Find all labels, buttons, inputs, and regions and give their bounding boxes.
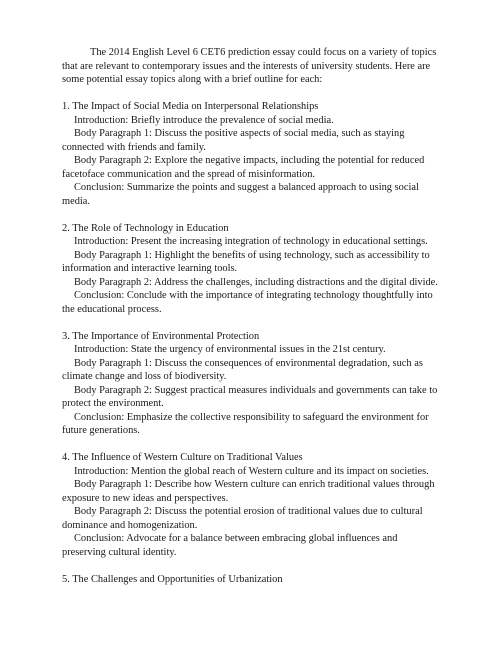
topic-body-paragraph-1: Body Paragraph 1: Discuss the positive aspects of social media, such as staying connected with friends and family. [62, 128, 405, 153]
topic-4 [62, 451, 442, 559]
intro-paragraph: The 2014 English Level 6 CET6 prediction essay could focus on a variety of topics that are relevant to contemporary issues and the interests of university students. Here are some potential essay topics along with a brief outline for each: [62, 47, 437, 85]
topic-body-paragraph-2: Body Paragraph 2: Discuss the potential erosion of traditional values due to cultural dominance and homogenization. [62, 506, 423, 531]
topic-introduction: Introduction: Present the increasing integration of technology in educational settings. [74, 236, 428, 247]
topic-conclusion: Conclusion: Emphasize the collective responsibility to safeguard the environment for future generations. [62, 411, 429, 436]
topic-conclusion: Conclusion: Conclude with the importance of integrating technology thoughtfully into the educational process. [62, 290, 433, 315]
topic-conclusion: Conclusion: Advocate for a balance between embracing global influences and preserving cultural identity. [62, 533, 398, 558]
document-body [62, 46, 442, 586]
topic-introduction: Introduction: Mention the global reach of Western culture and its impact on societies. [74, 465, 429, 477]
topic-3 [62, 330, 442, 438]
topic-title: 2. The Role of Technology in Education [62, 222, 229, 234]
topic-5 [62, 573, 442, 587]
topic-body-paragraph-2: Body Paragraph 2: Address the challenges, including distractions and the digital divide. [74, 276, 438, 288]
topic-title: 1. The Impact of Social Media on Interpersonal Relationships [62, 101, 319, 112]
topic-title: 5. The Challenges and Opportunities of Urbanization [62, 573, 283, 585]
topic-1 [62, 100, 442, 208]
topic-body-paragraph-2: Body Paragraph 2: Explore the negative impacts, including the potential for reduced facetoface communication and the spread of misinformation. [62, 155, 425, 180]
topic-body-paragraph-1: Body Paragraph 1: Discuss the consequences of environmental degradation, such as climate change and loss of biodiversity. [62, 357, 423, 382]
topic-body-paragraph-1: Body Paragraph 1: Describe how Western culture can enrich traditional values through exposure to new ideas and perspectives. [62, 479, 435, 504]
topic-conclusion: Conclusion: Summarize the points and suggest a balanced approach to using social media. [62, 182, 419, 207]
topic-body-paragraph-2: Body Paragraph 2: Suggest practical measures individuals and governments can take to protect the environment. [62, 384, 438, 409]
topic-body-paragraph-1: Body Paragraph 1: Highlight the benefits of using technology, such as accessibility to information and interactive learning tools. [62, 249, 430, 274]
topic-introduction: Introduction: Briefly introduce the prevalence of social media. [74, 114, 334, 126]
topic-2 [62, 222, 442, 317]
topic-introduction: Introduction: State the urgency of environmental issues in the 21st century. [74, 344, 386, 355]
topic-title: 4. The Influence of Western Culture on Traditional Values [62, 452, 303, 463]
topic-title: 3. The Importance of Environmental Protection [62, 330, 260, 342]
